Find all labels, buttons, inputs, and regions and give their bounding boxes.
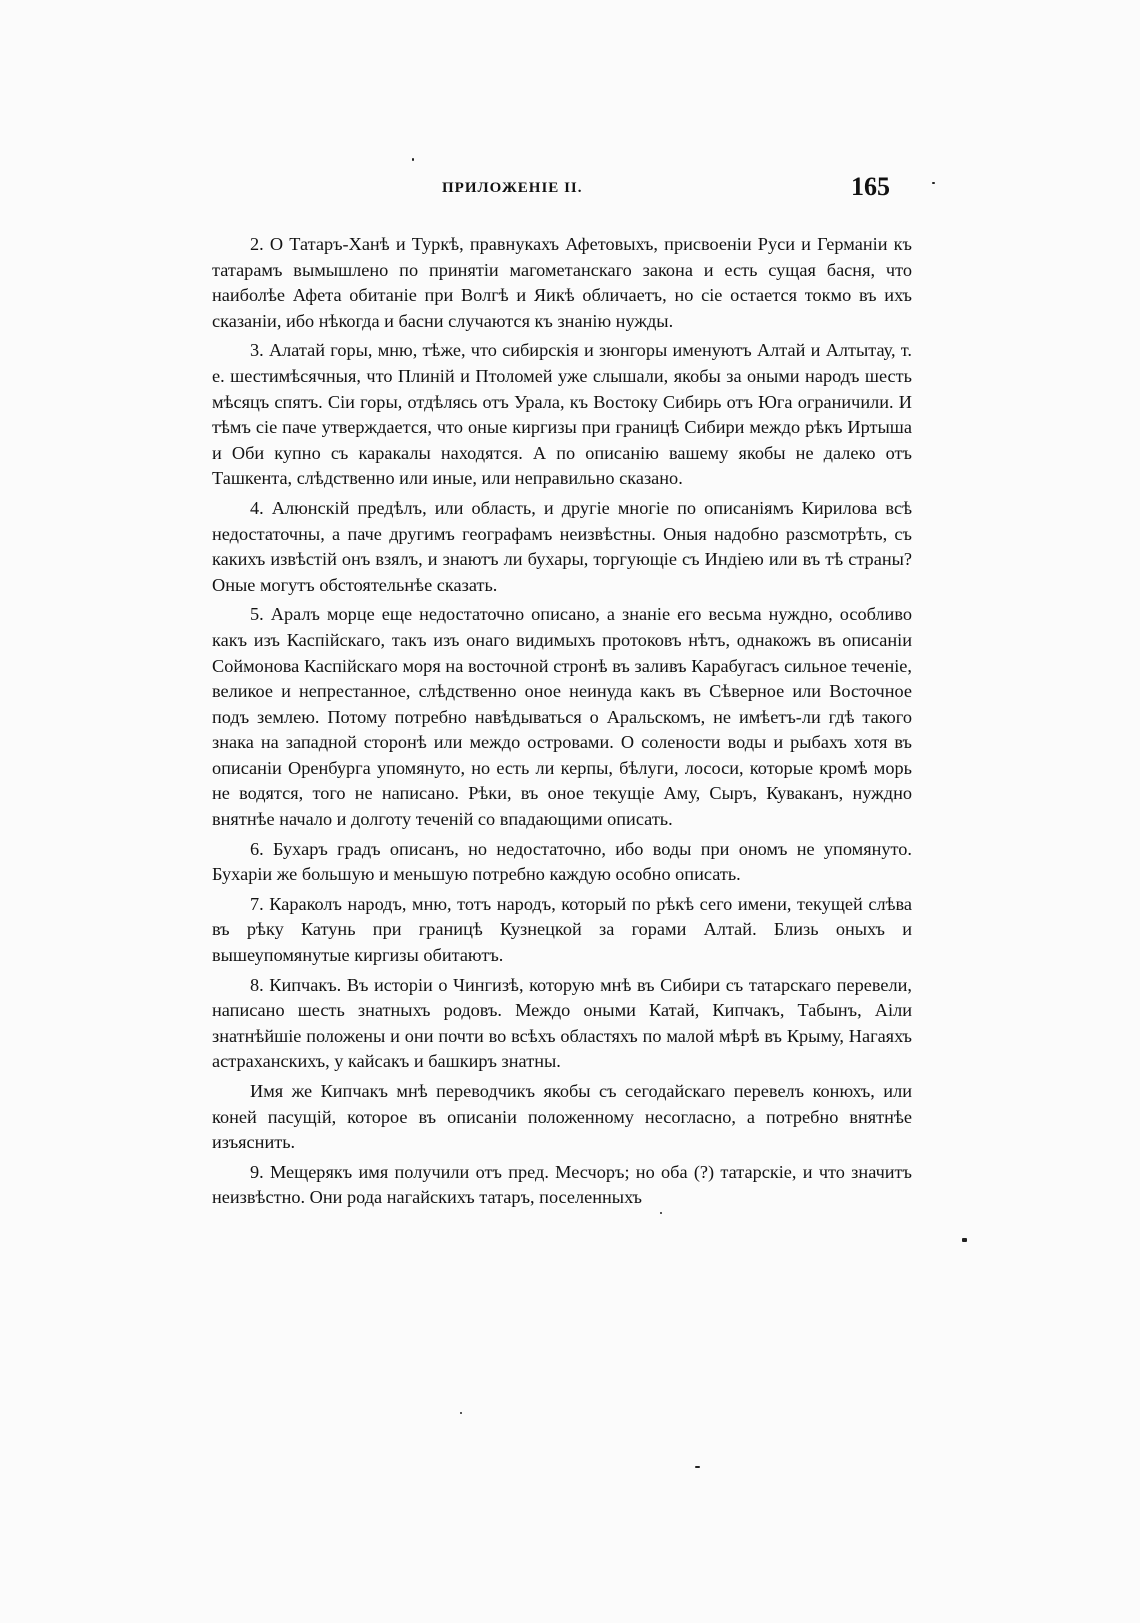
paragraph-9: 9. Мещерякъ имя получили отъ пред. Месчоръ; но оба (?) татарскіе, и что значитъ неизвѣстно. Они рода нагайскихъ татаръ, поселенныхъ [212,1161,912,1208]
paragraph-6: 6. Бухаръ градъ описанъ, но недостаточно, ибо воды при ономъ не упомянуто. Бухаріи же большую и меньшую потребно каждую особно описать. [212,838,912,885]
scan-speck [660,1212,662,1214]
paragraph-3: 3. Алатай горы, мню, тѣже, что сибирскія и зюнгоры именуютъ Алтай и Алтытау, т. е. шестимѣсячныя, что Плиній и Птоломей уже слышали, якобы за оными народъ шесть мѣсяцъ спятъ. Сіи горы, отдѣлясь отъ Урала, къ Востоку Сибирь отъ Юга ограничили. И тѣмъ сіе паче утверждается, что оные киргизы при границѣ Сибири междо рѣкъ Иртыша и Оби купно съ каракалы находятся. А по описанію вашему якобы не далеко отъ Ташкента, слѣдственно или иные, или неправильно сказано. [212,340,912,489]
scan-speck [932,182,935,184]
paragraph-4: 4. Алюнскій предѣлъ, или область, и другіе многіе по описаніямъ Кирилова всѣ недостаточны, а паче другимъ географамъ неизвѣстны. Оныя надобно разсмотрѣть, съ какихъ извѣстій онъ взялъ, и знаютъ ли бухары, торгующіе съ Индіею или въ тѣ страны? Оные могутъ обстоятельнѣе сказать. [212,497,912,595]
page-number: 165 [851,172,890,201]
paragraph-7: 7. Караколъ народъ, мню, тотъ народъ, который по рѣкѣ сего имени, текущей слѣва въ рѣку Катунь при границѣ Кузнецкой за горами Алтай. Близь оныхъ и вышеупомянутые киргизы обитаютъ. [212,893,912,966]
paragraph-8: 8. Кипчакъ. Въ исторіи о Чингизѣ, которую мнѣ въ Сибири съ татарскаго перевели, написано шесть знатныхъ родовъ. Междо оными Катай, Кипчакъ, Табынъ, Аіли знатнѣйшіе положены и они почти во всѣхъ областяхъ по малой мѣрѣ въ Крыму, Нагаяхъ астраханскихъ, у кайсакъ и башкиръ знатны. [212,974,912,1072]
scan-speck [695,1466,700,1468]
page-header [212,172,912,212]
scan-speck [962,1238,967,1242]
scan-speck [460,1412,462,1414]
body-text [212,232,912,1215]
running-title: ПРИЛОЖЕНІЕ II. [442,180,583,196]
paragraph-2: 2. О Татаръ-Ханѣ и Туркѣ, правнукахъ Афетовыхъ, присвоеніи Руси и Германіи къ татарамъ вымышлено по принятіи магометанскаго закона и есть сущая басня, что наиболѣе Афета обитаніе при Волгѣ и Яикѣ обличаетъ, но сіе остается токмо въ ихъ сказаніи, ибо нѣкогда и басни случаются къ знанію нужды. [212,234,912,331]
scan-speck [412,158,414,161]
paragraph-8-continuation: Имя же Кипчакъ мнѣ переводчикъ якобы съ сегодайскаго перевелъ конюхъ, или коней пасущій, которое въ описаніи положенному несогласно, а потребно внятнѣе изъяснить. [212,1081,912,1153]
paragraph-5: 5. Аралъ морце еще недостаточно описано, а знаніе его весьма нуждно, особливо какъ изъ Каспійскаго, такъ изъ онаго видимыхъ протоковъ нѣтъ, однакожъ въ описаніи Соймонова Каспійскаго моря на восточной стронѣ въ заливъ Карабугасъ сильное теченіе, великое и непрестанное, слѣдственно оное неинуда какъ въ Сѣверное или Восточное подъ землею. Потому потребно навѣдываться о Аральскомъ, не имѣетъ-ли гдѣ такого знака на западной сторонѣ или междо островами. О солености воды и рыбахъ хотя въ описаніи Оренбурга упомянуто, но есть ли керпы, бѣлуги, лососи, которые кромѣ морь не водятся, того не написано. Рѣки, въ оное текущіе Аму, Сыръ, Куваканъ, нуждно внятнѣе начало и долготу теченій со впадающими описать. [212,604,912,830]
